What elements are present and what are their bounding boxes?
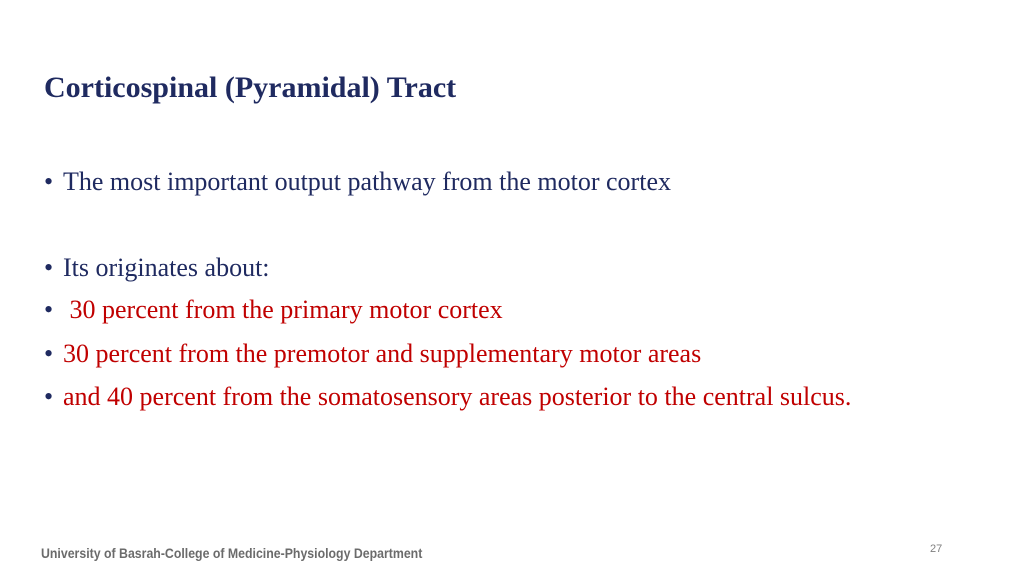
footer-department: University of Basrah-College of Medicine-Physiology Department	[41, 545, 423, 561]
bullet-marker: •	[44, 295, 54, 324]
bullet-text: 30 percent from the primary motor cortex	[63, 295, 503, 324]
bullet-text: 30 percent from the premotor and supplementary motor areas	[63, 339, 702, 368]
bullet-marker: •	[44, 382, 54, 411]
bullet-marker: •	[44, 167, 54, 196]
bullet-marker: •	[44, 253, 54, 282]
bullet-text: Its originates about:	[63, 253, 270, 282]
bullet-item	[44, 294, 924, 326]
bullet-marker: •	[44, 339, 54, 368]
bullet-item	[44, 381, 904, 413]
bullet-item	[44, 166, 924, 198]
bullet-item	[44, 252, 924, 284]
slide-title: Corticospinal (Pyramidal) Tract	[44, 71, 457, 104]
bullet-text: The most important output pathway from the motor cortex	[63, 167, 671, 196]
page-number: 27	[930, 543, 943, 555]
bullet-item	[44, 338, 924, 370]
bullet-text: and 40 percent from the somatosensory areas posterior to the central sulcus.	[63, 382, 852, 411]
